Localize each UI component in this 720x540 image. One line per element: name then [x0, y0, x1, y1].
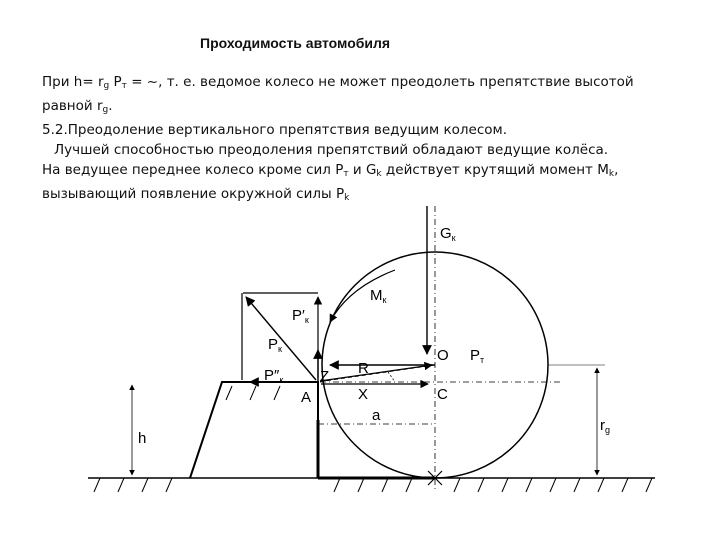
ground-hatch — [88, 386, 655, 492]
o-label: O — [437, 347, 449, 364]
x-label: X — [358, 386, 369, 403]
text-fragment: , — [614, 162, 619, 178]
pk-prime-label: $P'_к$ — [292, 307, 309, 325]
x-angle-mark — [388, 372, 395, 382]
pk-label: $P_к$ — [268, 336, 282, 354]
pk-arrow — [246, 297, 316, 380]
text-line-4: Лучшей способностью преодоления препятствий обладают ведущие колёса. — [54, 142, 609, 158]
subscript: т — [343, 169, 349, 179]
r-label: R — [358, 360, 369, 377]
subscript: g — [103, 81, 110, 91]
gk-label: $G_к$ — [440, 225, 456, 243]
pk-dprime-label: $P''_к$ — [264, 367, 284, 385]
z-label: Z — [320, 368, 330, 385]
h-label: h — [138, 430, 147, 447]
text-fragment: вызывающий появление окружной силы P — [42, 186, 345, 202]
text-fragment: и G — [348, 162, 377, 178]
subscript: k — [344, 193, 350, 203]
subscript: k — [608, 169, 615, 179]
text-fragment: . — [108, 98, 113, 114]
subscript: т — [121, 81, 127, 91]
text-fragment: = ~, т. е. ведомое колесо не может преодолеть препятствие высотой — [126, 74, 634, 90]
rg-label: $r_g$ — [600, 417, 611, 435]
text-fragment: На ведущее переднее колесо кроме сил P — [42, 162, 344, 178]
text-fragment: действует крутящий момент M — [381, 162, 609, 178]
subscript: k — [376, 169, 382, 179]
mk-label: $M_к$ — [370, 287, 387, 305]
page-title: Проходимость автомобиля — [200, 35, 391, 51]
obstacle-profile — [190, 382, 318, 478]
text-line-3: 5.2.Преодоление вертикального препятствия ведущим колесом. — [42, 122, 507, 138]
subscript: g — [102, 105, 109, 115]
a-point-label: A — [301, 389, 312, 406]
pt-label: $P_т$ — [470, 347, 485, 365]
a-dim-label: a — [372, 407, 381, 424]
text-fragment: P — [109, 74, 122, 90]
r-arrow — [320, 365, 432, 381]
text-fragment: равной r — [42, 98, 103, 114]
text-fragment: При h= r — [42, 74, 104, 90]
c-label: C — [437, 386, 448, 403]
